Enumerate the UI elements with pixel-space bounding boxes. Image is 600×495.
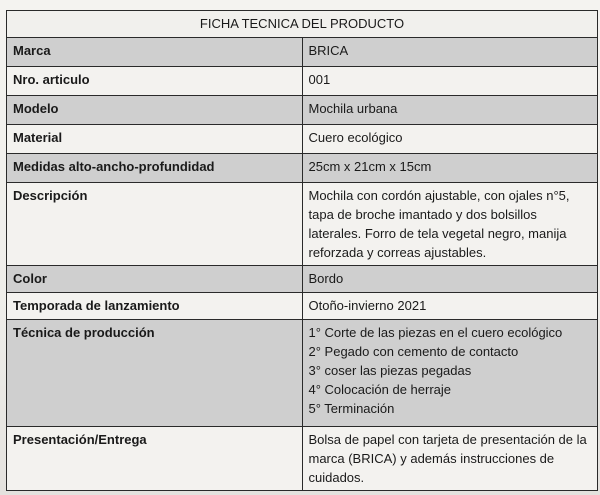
row-value: Cuero ecológico bbox=[302, 125, 598, 154]
row-value: Bordo bbox=[302, 266, 598, 293]
list-item: 3° coser las piezas pegadas bbox=[308, 363, 472, 378]
row-label: Medidas alto-ancho-profundidad bbox=[7, 154, 303, 183]
table-row-presentacion bbox=[7, 427, 598, 491]
table-row-temporada bbox=[7, 293, 598, 320]
table-row-tecnica bbox=[7, 320, 598, 427]
row-value: BRICA bbox=[302, 38, 598, 67]
table-row-modelo bbox=[7, 96, 598, 125]
row-value: Mochila urbana bbox=[302, 96, 598, 125]
table-row-marca bbox=[7, 38, 598, 67]
table-row-color bbox=[7, 266, 598, 293]
row-label: Descripción bbox=[7, 183, 303, 266]
table-title-row bbox=[7, 11, 598, 38]
table-row-medidas bbox=[7, 154, 598, 183]
list-item: 1° Corte de las piezas en el cuero ecológico bbox=[308, 325, 563, 340]
table-row-articulo bbox=[7, 67, 598, 96]
document-title: FICHA TECNICA DEL PRODUCTO bbox=[7, 11, 598, 38]
row-value: Bolsa de papel con tarjeta de presentación de la marca (BRICA) y además instrucciones de cuidados. bbox=[302, 427, 598, 491]
row-label: Color bbox=[7, 266, 303, 293]
row-value: Otoño-invierno 2021 bbox=[302, 293, 598, 320]
row-value: 25cm x 21cm x 15cm bbox=[302, 154, 598, 183]
table-row-material bbox=[7, 125, 598, 154]
row-label: Nro. articulo bbox=[7, 67, 303, 96]
row-label: Marca bbox=[7, 38, 303, 67]
row-label: Temporada de lanzamiento bbox=[7, 293, 303, 320]
list-item: 2° Pegado con cemento de contacto bbox=[308, 344, 519, 359]
table-row-descripcion bbox=[7, 183, 598, 266]
row-label: Modelo bbox=[7, 96, 303, 125]
row-value: 001 bbox=[302, 67, 598, 96]
row-label: Material bbox=[7, 125, 303, 154]
product-spec-table bbox=[6, 10, 598, 491]
row-label: Técnica de producción bbox=[7, 320, 303, 427]
row-label: Presentación/Entrega bbox=[7, 427, 303, 491]
list-item: 4° Colocación de herraje bbox=[308, 382, 452, 397]
list-item: 5° Terminación bbox=[308, 401, 395, 416]
production-steps bbox=[302, 320, 598, 427]
row-value: Mochila con cordón ajustable, con ojales n°5, tapa de broche imantado y dos bolsillos laterales. Forro de tela vegetal negro, manija reforzada y correas ajustables. bbox=[302, 183, 598, 266]
